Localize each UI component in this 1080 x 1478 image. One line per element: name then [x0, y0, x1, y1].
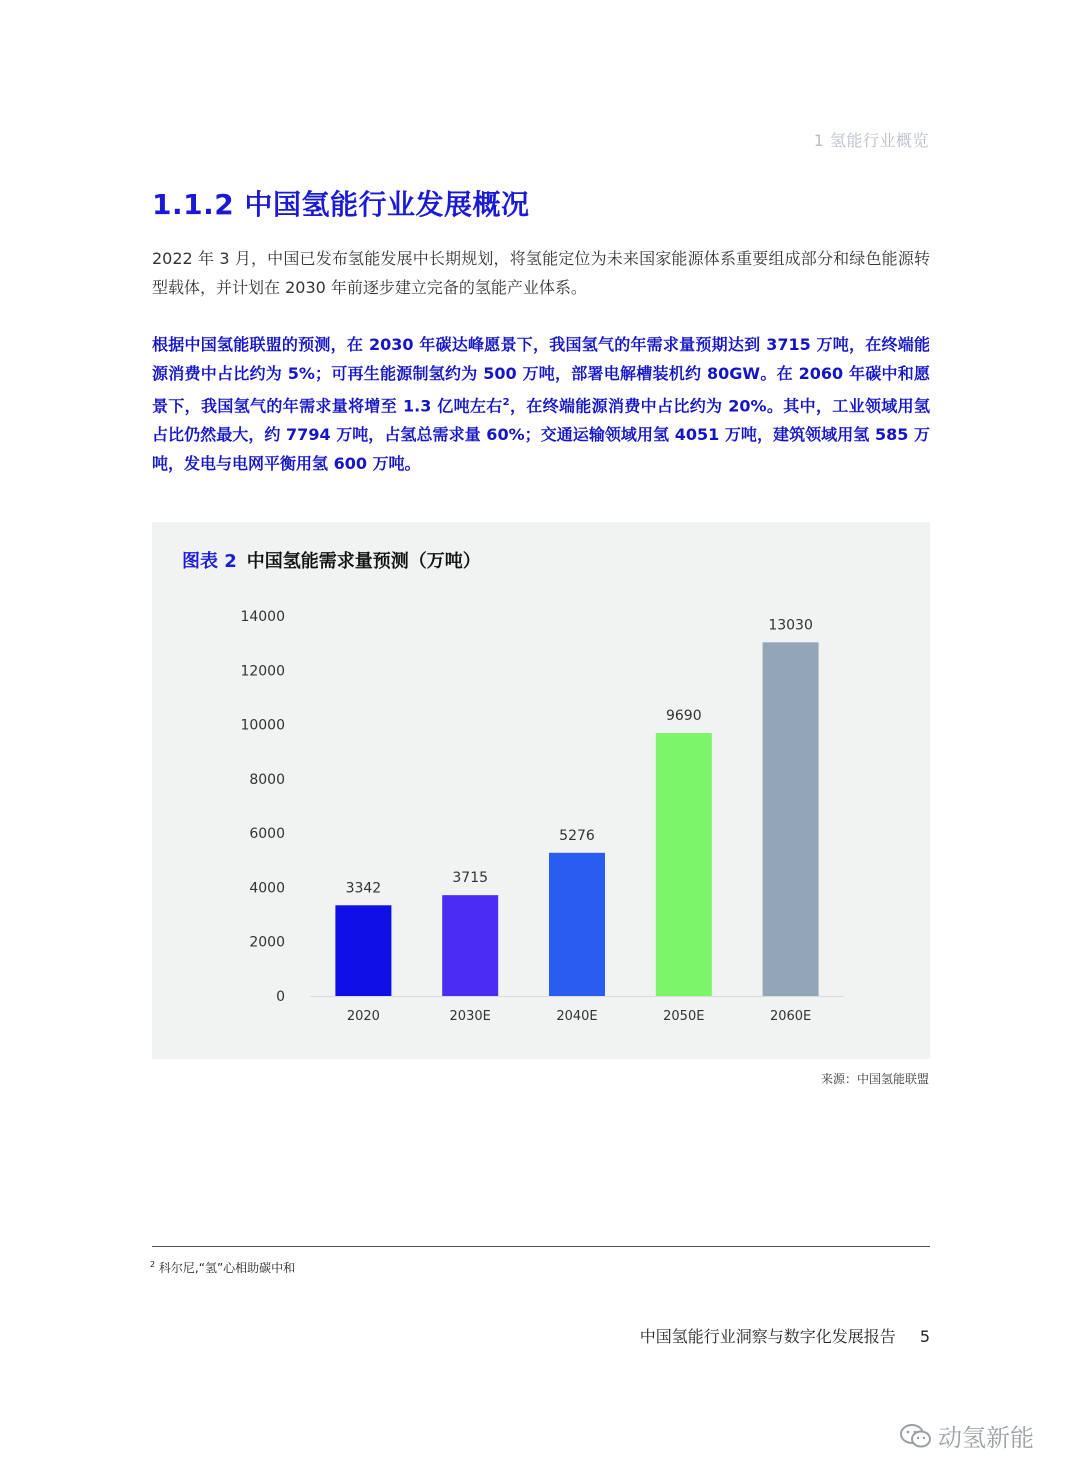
- y-tick-label: 2000: [249, 934, 285, 951]
- figure-title: 中国氢能需求量预测（万吨）: [246, 551, 481, 572]
- x-tick-label: 2060E: [769, 1009, 812, 1024]
- y-tick-label: 10000: [240, 717, 285, 734]
- body-paragraph-1: 2022 年 3 月，中国已发布氢能发展中长期规划，将氢能定位为未来国家能源体系重要组成部分和绿色能源转型载体，并计划在 2030 年前逐步建立完备的氢能产业体系。: [152, 249, 930, 297]
- x-tick-label: 2050E: [663, 1009, 705, 1024]
- para2-text-b: ，在终端能源消费中占比约为 20%。其中，工业领域用氢占比仍然最大，约 7794 万吨，占氢总需求量 60%；交通运输领域用氢 4051 万吨，建筑领域用氢 585 万吨，发电与电网平衡用氢 600 万吨。: [152, 396, 930, 474]
- wechat-icon: [900, 1423, 932, 1449]
- x-tick-label: 2040E: [556, 1009, 598, 1024]
- y-tick-label: 8000: [249, 771, 285, 788]
- footnote-divider: [152, 1246, 930, 1247]
- body-paragraph-2-highlight: [152, 330, 930, 478]
- footnote-number: 2: [150, 1260, 156, 1269]
- y-tick-label: 6000: [249, 826, 285, 843]
- data-label: 3342: [345, 880, 382, 897]
- y-tick-label: 14000: [240, 609, 285, 625]
- data-label: 13030: [768, 617, 813, 634]
- watermark: [900, 1418, 1034, 1453]
- x-tick-label: 2030E: [449, 1009, 491, 1024]
- y-tick-label: 12000: [240, 663, 285, 680]
- footnote-text: 科尔尼,“氢”心相助碳中和: [158, 1261, 296, 1275]
- bar-2060E: [763, 642, 819, 996]
- page-footer: [560, 1324, 930, 1347]
- chart-source: 来源：中国氢能联盟: [820, 1072, 929, 1086]
- footnote-ref: 2: [502, 397, 510, 408]
- footer-report-title: 中国氢能行业洞察与数字化发展报告: [639, 1327, 896, 1346]
- watermark-text: 动氢新能: [938, 1424, 1034, 1452]
- bar-2050E: [656, 733, 712, 996]
- figure-number: 图表 2: [182, 551, 237, 572]
- bar-2040E: [549, 853, 605, 996]
- running-head: 1 氢能行业概览: [813, 131, 929, 150]
- bar-2020: [335, 905, 391, 996]
- y-tick-label: 4000: [249, 880, 285, 897]
- bar-2030E: [442, 895, 498, 996]
- footnote: [150, 1259, 295, 1276]
- x-tick-label: 2020: [346, 1009, 380, 1024]
- section-title: 1.1.2 中国氢能行业发展概况: [152, 188, 530, 221]
- para2-text-a: 根据中国氢能联盟的预测，在 2030 年碳达峰愿景下，我国氢气的年需求量预期达到 3715 万吨，在终端能源消费中占比约为 5%；可再生能源制氢约为 500 万吨，部署电解槽装机约 80GW。在 2060 年碳中和愿景下，我国氢气的年需求量将增至 1.3 亿吨左右: [152, 335, 930, 416]
- page-number: 5: [919, 1327, 930, 1346]
- data-label: 3715: [452, 870, 489, 887]
- data-label: 5276: [559, 827, 595, 844]
- data-label: 9690: [665, 707, 702, 724]
- bar-chart: [152, 522, 930, 1059]
- y-tick-label: 0: [276, 989, 285, 1005]
